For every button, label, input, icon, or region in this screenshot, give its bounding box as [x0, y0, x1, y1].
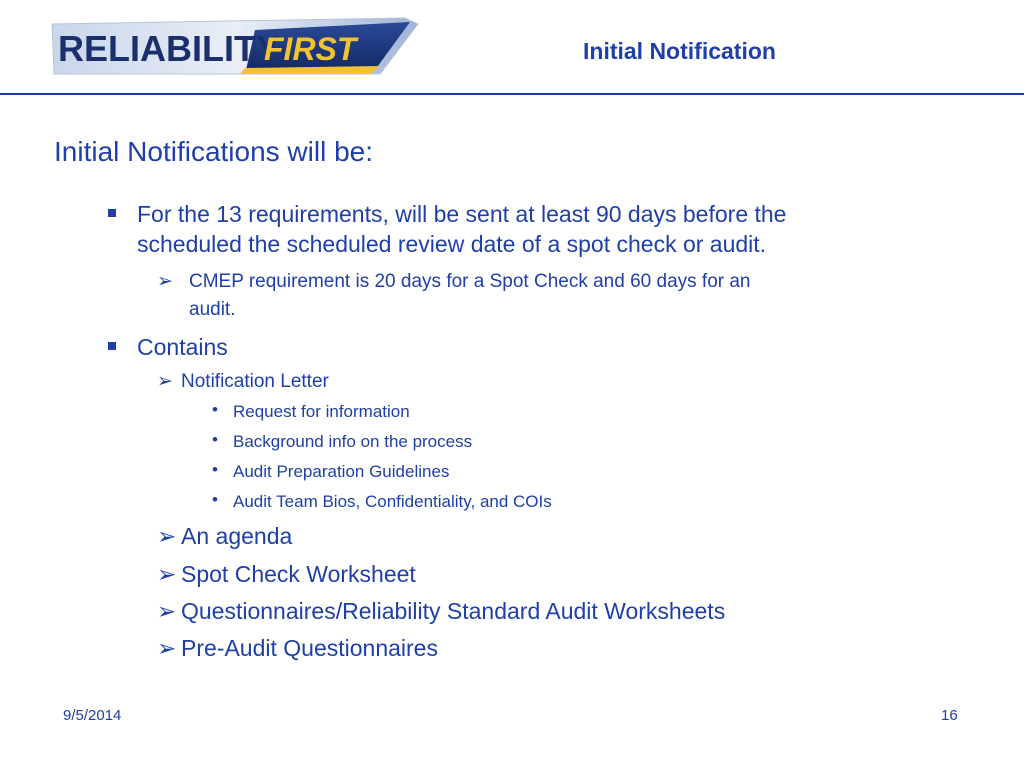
dot-bullet-icon: •	[212, 460, 218, 479]
letter-item-3: Audit Preparation Guidelines	[233, 462, 450, 481]
header-title: Initial Notification	[583, 38, 776, 64]
footer-date: 9/5/2014	[63, 707, 122, 724]
cmep-line1: CMEP requirement is 20 days for a Spot Check and 60 days for an	[189, 271, 751, 292]
square-bullet-icon	[108, 209, 116, 217]
logo-text-accent: FIRST	[264, 31, 357, 67]
letter-item-2: Background info on the process	[233, 432, 473, 451]
bullet2-contains: Contains	[137, 334, 228, 360]
logo-text-main: RELIABILITY	[58, 28, 280, 69]
notification-letter: Notification Letter	[181, 371, 329, 392]
contains-item-spot-check: Spot Check Worksheet	[181, 561, 416, 587]
bullet1-line2: scheduled the scheduled review date of a spot check or audit.	[137, 231, 767, 257]
dot-bullet-icon: •	[212, 490, 218, 509]
reliabilityfirst-logo	[50, 16, 420, 78]
arrow-bullet-icon: ➢	[157, 271, 173, 292]
arrow-bullet-icon: ➢	[157, 635, 177, 661]
arrow-bullet-icon: ➢	[157, 561, 177, 587]
dot-bullet-icon: •	[212, 400, 218, 419]
page-number: 16	[941, 707, 958, 724]
letter-item-4: Audit Team Bios, Confidentiality, and COIs	[233, 492, 552, 511]
contains-item-questionnaires: Questionnaires/Reliability Standard Audit Worksheets	[181, 598, 726, 624]
header-divider	[0, 93, 1024, 95]
dot-bullet-icon: •	[212, 430, 218, 449]
arrow-bullet-icon: ➢	[157, 371, 173, 392]
arrow-bullet-icon: ➢	[157, 598, 177, 624]
square-bullet-icon	[108, 342, 116, 350]
logo-graphic	[50, 16, 420, 78]
letter-item-1: Request for information	[233, 402, 410, 421]
slide-heading: Initial Notifications will be:	[54, 136, 374, 167]
bullet1-line1: For the 13 requirements, will be sent at least 90 days before the	[137, 201, 787, 227]
contains-item-pre-audit: Pre-Audit Questionnaires	[181, 635, 438, 661]
cmep-line2: audit.	[189, 299, 236, 320]
arrow-bullet-icon: ➢	[157, 523, 177, 549]
contains-item-agenda: An agenda	[181, 523, 293, 549]
